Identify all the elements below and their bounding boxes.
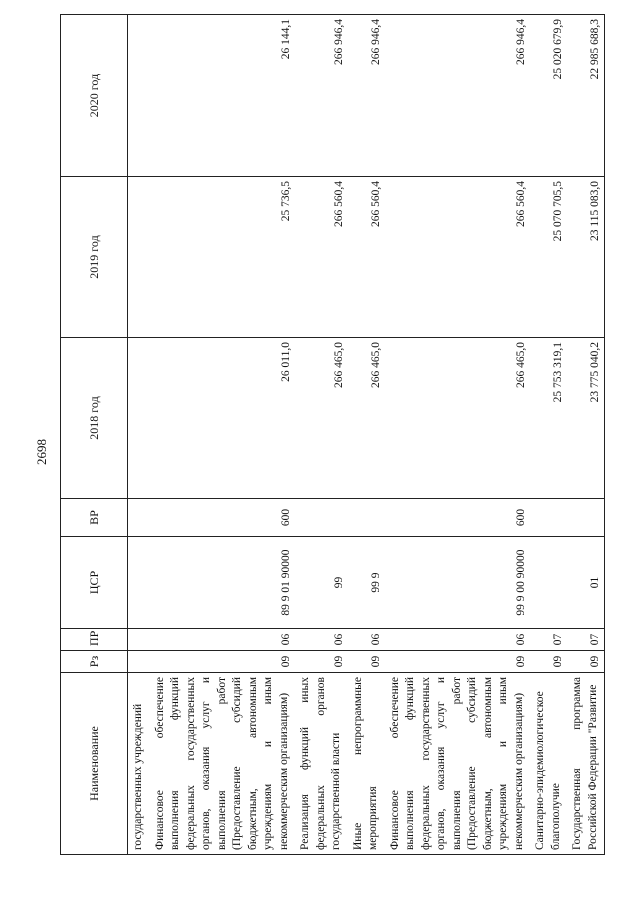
col-header-name: Наименование: [61, 673, 128, 855]
row-pr: 06: [348, 629, 385, 651]
row-pr: 06: [295, 629, 348, 651]
row-2020: 25 020 679,9: [530, 15, 567, 177]
row-rz: [128, 651, 150, 673]
row-rz: 09: [348, 651, 385, 673]
row-csr: 99 9 00 90000: [385, 537, 531, 629]
row-name: государственных учреждений: [128, 673, 150, 855]
col-header-2020: 2020 год: [61, 15, 128, 177]
row-rz: 09: [295, 651, 348, 673]
row-2018: 25 753 319,1: [530, 338, 567, 499]
row-name: Иные непрограммные мероприятия: [348, 673, 385, 855]
row-2019: 266 560,4: [295, 177, 348, 338]
row-2018: [128, 338, 150, 499]
row-csr: 99 9: [348, 537, 385, 629]
row-rz: 09: [530, 651, 567, 673]
row-2019: 25 736,5: [150, 177, 296, 338]
col-header-rz: Рз: [61, 651, 128, 673]
table-row: [348, 15, 385, 855]
row-2020: 266 946,4: [385, 15, 531, 177]
budget-table: [60, 14, 605, 855]
table-row: [567, 15, 605, 855]
row-2020: 266 946,4: [348, 15, 385, 177]
row-csr: [128, 537, 150, 629]
table-row: [150, 15, 296, 855]
table-row: [128, 15, 150, 855]
row-name: Финансовое обеспечение выполнения функций федеральных государственных органов, оказания услуг и выполнения работ (Предоставление субсидий бюджетным, автономным учреждениям и иным некоммерческим организациям): [150, 673, 296, 855]
table-row: [385, 15, 531, 855]
row-name: Реализация функций иных федеральных органов государственной власти: [295, 673, 348, 855]
row-csr: 01: [567, 537, 605, 629]
page-number: 2698: [34, 439, 49, 465]
row-csr: [530, 537, 567, 629]
row-2018: 266 465,0: [348, 338, 385, 499]
row-2018: 266 465,0: [385, 338, 531, 499]
row-2018: 26 011,0: [150, 338, 296, 499]
rotated-page: [60, 15, 602, 855]
row-vr: 600: [150, 499, 296, 537]
row-2018: 266 465,0: [295, 338, 348, 499]
row-2019: 266 560,4: [385, 177, 531, 338]
row-vr: [530, 499, 567, 537]
row-vr: [128, 499, 150, 537]
row-name: Государственная программа Российской Федерации "Развитие: [567, 673, 605, 855]
table-row: [295, 15, 348, 855]
table-row: [530, 15, 567, 855]
row-2018: 23 775 040,2: [567, 338, 605, 499]
row-vr: 600: [385, 499, 531, 537]
row-vr: [348, 499, 385, 537]
row-vr: [295, 499, 348, 537]
header-row: [61, 15, 128, 855]
row-pr: 07: [530, 629, 567, 651]
row-csr: 89 9 01 90000: [150, 537, 296, 629]
col-header-csr: ЦСР: [61, 537, 128, 629]
col-header-pr: ПР: [61, 629, 128, 651]
row-csr: 99: [295, 537, 348, 629]
row-name: Санитарно-эпидемиологическое благополучие: [530, 673, 567, 855]
row-2019: [128, 177, 150, 338]
col-header-2018: 2018 год: [61, 338, 128, 499]
row-pr: 07: [567, 629, 605, 651]
row-2019: 25 070 705,5: [530, 177, 567, 338]
row-2020: [128, 15, 150, 177]
row-name: Финансовое обеспечение выполнения функций федеральных государственных органов, оказания услуг и выполнения работ (Предоставление субсидий бюджетным, автономным учреждениям и иным некоммерческим организациям): [385, 673, 531, 855]
row-2020: 22 985 688,3: [567, 15, 605, 177]
row-2020: 266 946,4: [295, 15, 348, 177]
col-header-2019: 2019 год: [61, 177, 128, 338]
col-header-vr: ВР: [61, 499, 128, 537]
row-pr: 06: [385, 629, 531, 651]
row-pr: 06: [150, 629, 296, 651]
row-rz: 09: [567, 651, 605, 673]
row-2019: 23 115 083,0: [567, 177, 605, 338]
row-rz: 09: [150, 651, 296, 673]
row-vr: [567, 499, 605, 537]
row-pr: [128, 629, 150, 651]
row-rz: 09: [385, 651, 531, 673]
row-2020: 26 144,1: [150, 15, 296, 177]
row-2019: 266 560,4: [348, 177, 385, 338]
